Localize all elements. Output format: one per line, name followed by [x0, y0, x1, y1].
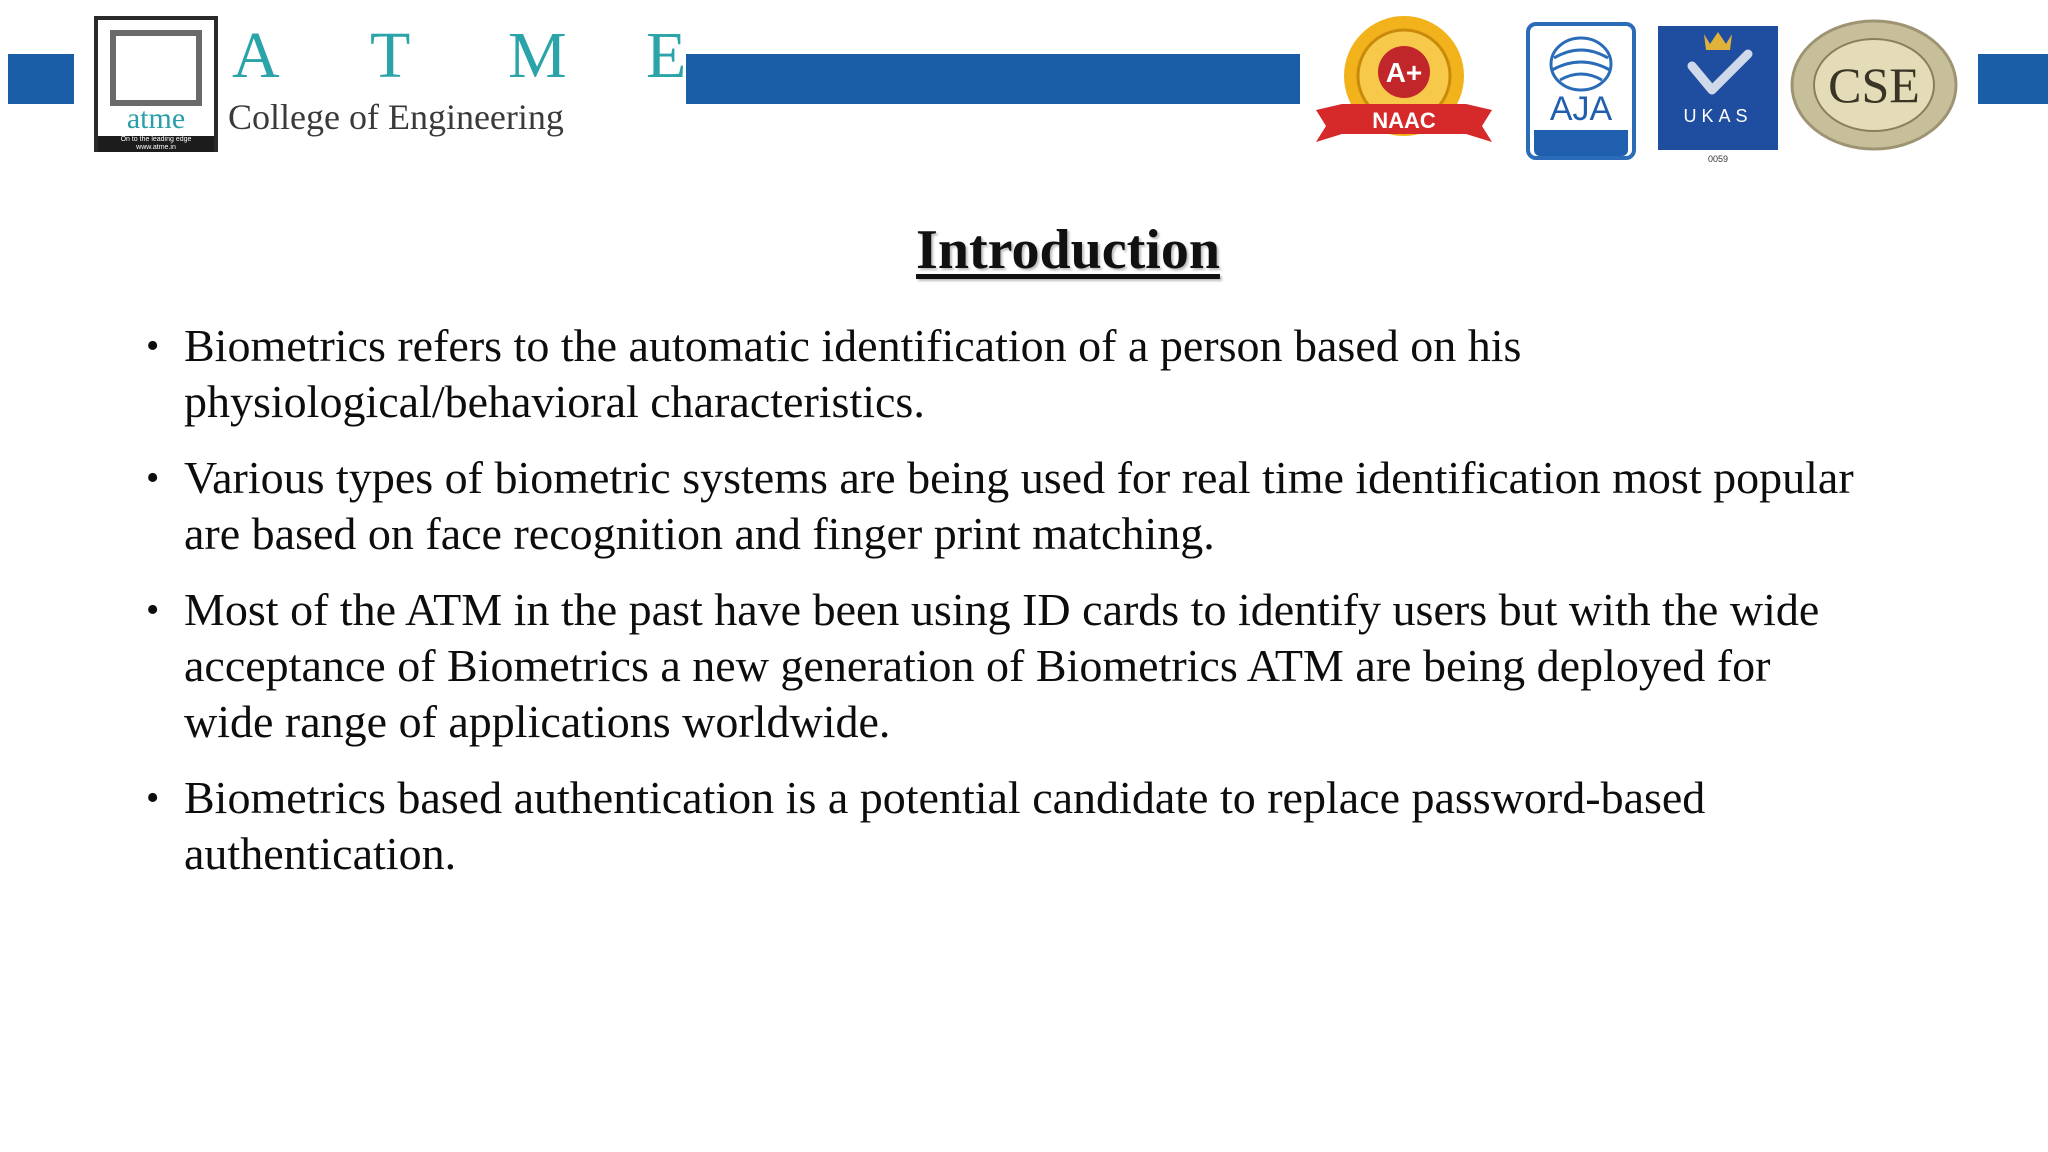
globe-icon	[1530, 28, 1632, 94]
naac-grade: A+	[1385, 57, 1423, 88]
list-item	[142, 450, 1862, 562]
naac-badge-icon	[1312, 14, 1496, 152]
bullet-icon: •	[146, 457, 160, 499]
cse-label: CSE	[1828, 57, 1920, 113]
bullet-icon: •	[146, 777, 160, 819]
college-logo	[94, 16, 218, 152]
crown-check-icon	[1658, 26, 1778, 106]
brand-subtitle: College of Engineering	[228, 97, 564, 137]
logo-word: atme	[126, 102, 186, 135]
bullet-text: Biometrics refers to the automatic identification of a person based on his physiological/behavioral characteristics.	[184, 320, 1522, 427]
aja-badge	[1526, 22, 1636, 160]
bullet-text: Various types of biometric systems are being used for real time identification most popular are based on face recognition and finger print matching.	[184, 452, 1854, 559]
aja-strip	[1534, 130, 1628, 156]
logo-strip	[98, 136, 214, 152]
aja-label: AJA	[1549, 90, 1613, 128]
logo-site: www.atme.in	[136, 144, 176, 151]
cse-seal-icon	[1790, 18, 1958, 152]
brand-letters	[232, 18, 784, 94]
brand-letter: T	[370, 19, 413, 92]
brand-letter: E	[646, 19, 689, 92]
logo-tagline: On to the leading edge	[120, 136, 192, 143]
bullet-list	[142, 318, 1862, 902]
header-bar-right	[1978, 54, 2048, 104]
logo-frame-icon	[110, 30, 202, 106]
bullet-text: Biometrics based authentication is a potential candidate to replace password-based authentication.	[184, 772, 1706, 879]
ukas-badge	[1658, 26, 1778, 150]
list-item	[142, 582, 1862, 750]
ukas-label: UKAS	[1683, 106, 1753, 126]
bullet-icon: •	[146, 589, 160, 631]
list-item	[142, 770, 1862, 882]
header-bar-left	[8, 54, 74, 104]
bullet-icon: •	[146, 325, 160, 367]
bullet-text: Most of the ATM in the past have been using ID cards to identify users but with the wide acceptance of Biometrics a new generation of Biometrics ATM are being deployed for wide range of applications worldwide.	[184, 584, 1820, 747]
brand-letter: M	[508, 19, 569, 92]
list-item	[142, 318, 1862, 430]
brand-letter: A	[232, 19, 282, 92]
slide-title: Introduction	[916, 219, 1220, 281]
naac-label: NAAC	[1372, 108, 1436, 133]
ukas-number: 0059	[1707, 154, 1729, 164]
